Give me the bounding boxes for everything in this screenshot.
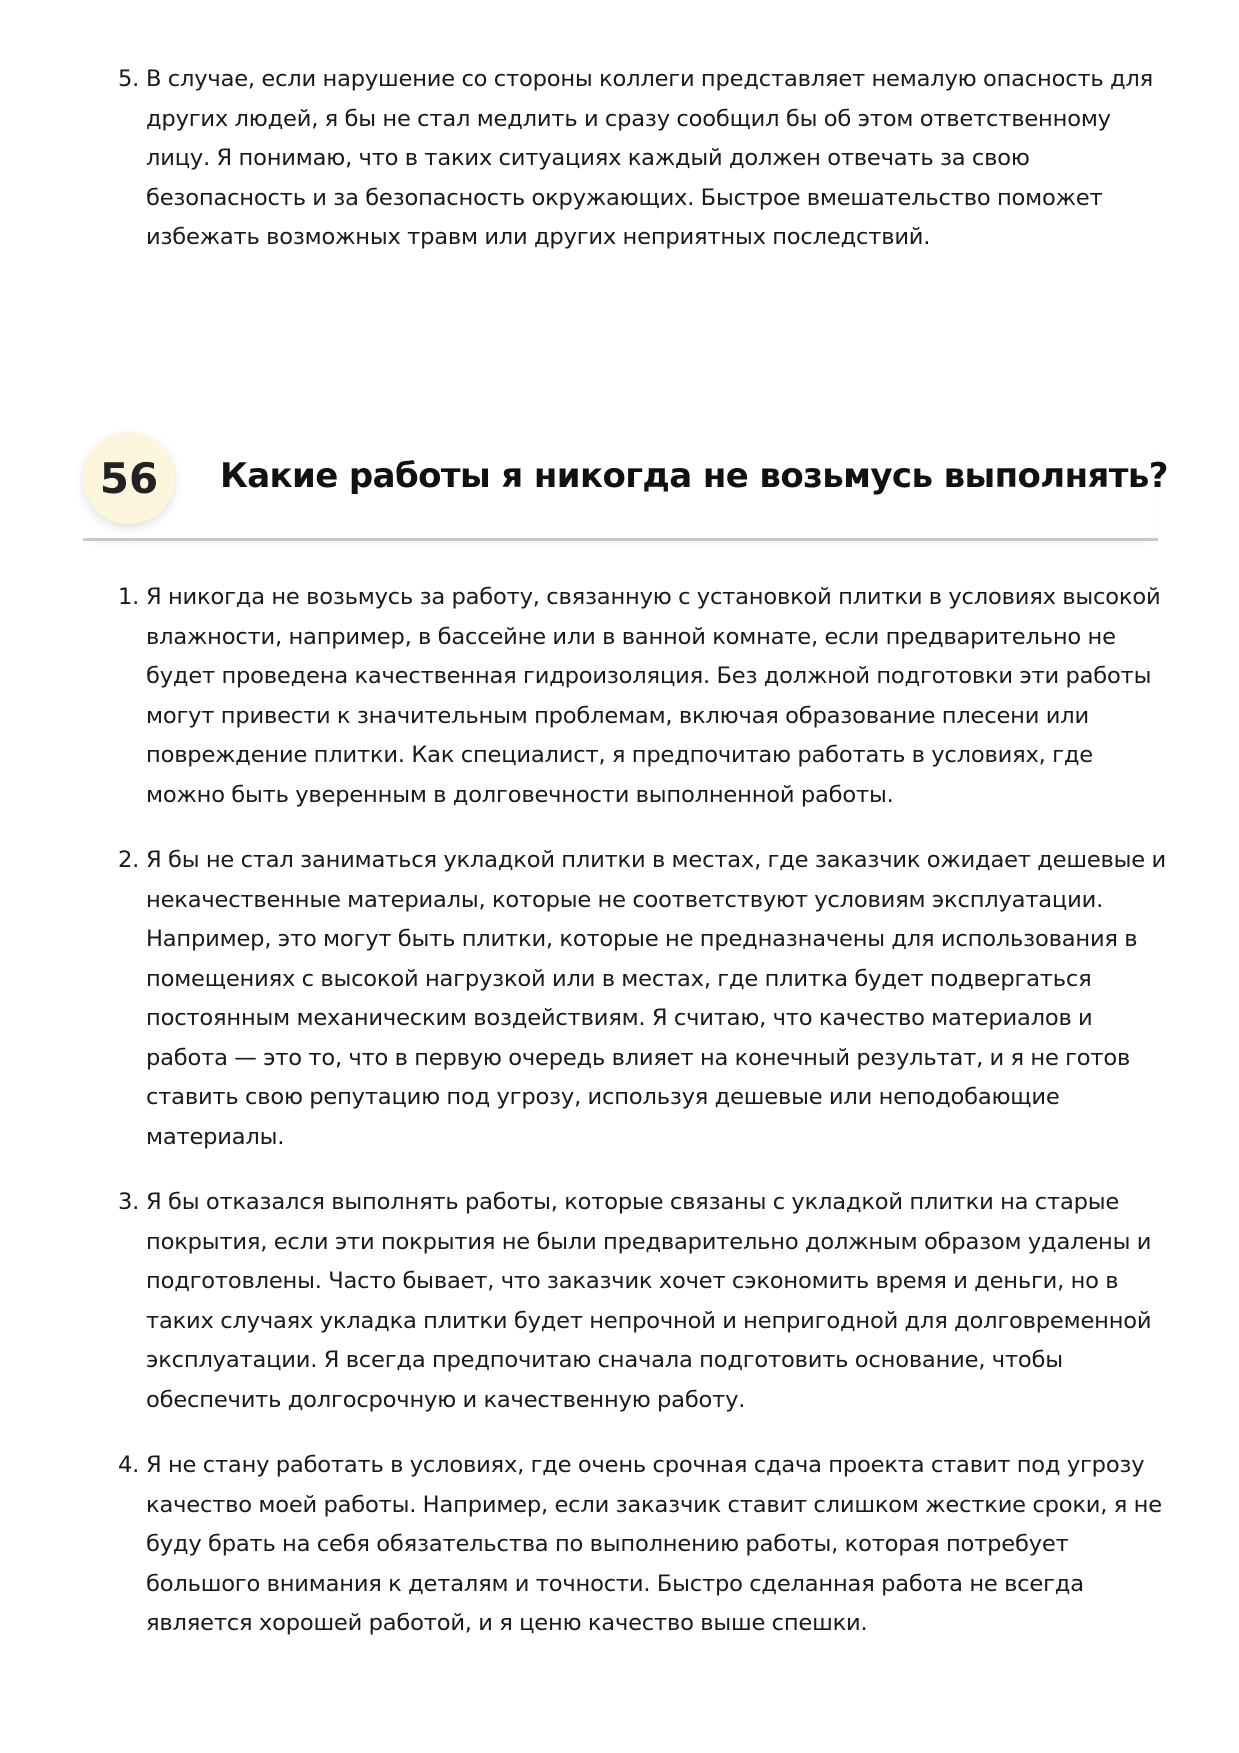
list-item-number: 5.: [118, 66, 140, 92]
list-item: [110, 841, 1170, 1157]
list-item: [110, 60, 1170, 258]
section-heading: [83, 428, 1168, 541]
section-number-badge: 56: [83, 432, 175, 524]
list-item: [110, 1183, 1170, 1420]
list-item: [110, 1446, 1170, 1644]
list-item-number: 3.: [118, 1189, 140, 1215]
list-item-text: Я бы не стал заниматься укладкой плитки в местах, где заказчик ожидает дешевые и некачественные материалы, которые не соответствуют условиям эксплуатации. Например, это могут быть плитки, которые не предназначены для использования в помещениях с высокой нагрузкой или в местах, где плитка будет подвергаться постоянным механическим воздействиям. Я считаю, что качество материалов и работа — это то, что в первую очередь влияет на конечный результат, и я не готов ставить свою репутацию под угрозу, используя дешевые или неподобающие материалы.: [146, 847, 1166, 1150]
list-item-text: Я не стану работать в условиях, где очень срочная сдача проекта ставит под угрозу качество моей работы. Например, если заказчик ставит слишком жесткие сроки, я не буду брать на себя обязательства по выполнению работы, которая потребует большого внимания к деталям и точности. Быстро сделанная работа не всегда является хорошей работой, и я ценю качество выше спешки.: [146, 1452, 1162, 1636]
list-item-number: 1.: [118, 584, 140, 610]
list-item-number: 2.: [118, 847, 140, 873]
list-item: [110, 578, 1170, 815]
previous-answer-list: [110, 60, 1170, 258]
list-item-text: В случае, если нарушение со стороны коллеги представляет немалую опасность для других людей, я бы не стал медлить и сразу сообщил бы об этом ответственному лицу. Я понимаю, что в таких ситуациях каждый должен отвечать за свою безопасность и за безопасность окружающих. Быстрое вмешательство поможет избежать возможных травм или других неприятных последствий.: [146, 66, 1154, 250]
list-item-text: Я никогда не возьмусь за работу, связанную с установкой плитки в условиях высокой влажности, например, в бассейне или в ванной комнате, если предварительно не будет проведена качественная гидроизоляция. Без должной подготовки эти работы могут привести к значительным проблемам, включая образование плесени или повреждение плитки. Как специалист, я предпочитаю работать в условиях, где можно быть уверенным в долговечности выполненной работы.: [146, 584, 1161, 808]
answer-list: [110, 578, 1170, 1670]
list-item-number: 4.: [118, 1452, 140, 1478]
list-item-text: Я бы отказался выполнять работы, которые связаны с укладкой плитки на старые покрытия, если эти покрытия не были предварительно должным образом удалены и подготовлены. Часто бывает, что заказчик хочет сэкономить время и деньги, но в таких случаях укладка плитки будет непрочной и непригодной для долговременной эксплуатации. Я всегда предпочитаю сначала подготовить основание, чтобы обеспечить долгосрочную и качественную работу.: [146, 1189, 1152, 1413]
section-title: Какие работы я никогда не возьмусь выполнять?: [220, 456, 1168, 496]
